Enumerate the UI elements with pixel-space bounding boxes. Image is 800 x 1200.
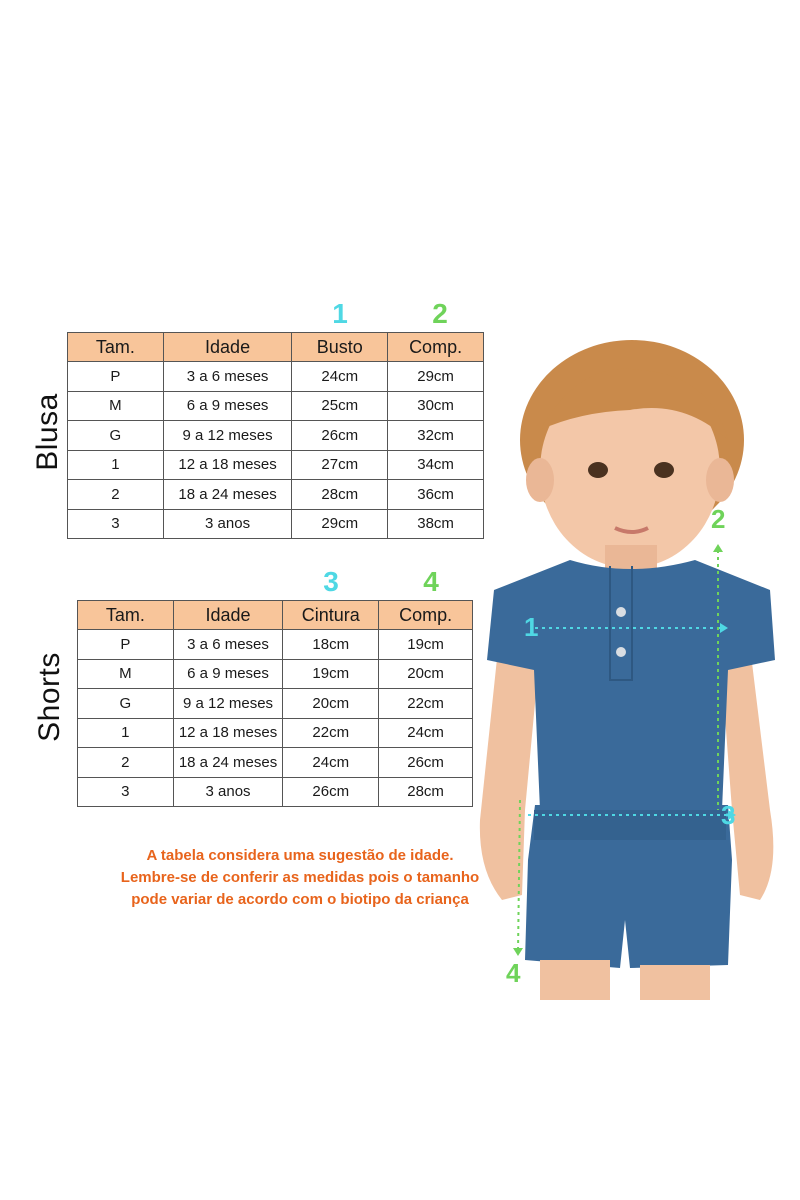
measure-label-1: 1 bbox=[524, 612, 539, 642]
cintura-measure-number: 3 bbox=[323, 566, 339, 597]
table-row bbox=[68, 450, 484, 480]
header-comp: Comp. bbox=[379, 601, 473, 630]
table-row bbox=[68, 421, 484, 451]
cell-idade: 12 a 18 meses bbox=[173, 718, 283, 748]
cell-comp: 26cm bbox=[379, 748, 473, 778]
cell-comp: 30cm bbox=[388, 391, 484, 421]
shorts-side-label: Shorts bbox=[33, 652, 66, 742]
cell-tam: 3 bbox=[78, 777, 174, 807]
cell-measure: 19cm bbox=[283, 659, 379, 689]
cell-comp: 29cm bbox=[388, 362, 484, 392]
cell-comp: 36cm bbox=[388, 480, 484, 510]
measure-label-2: 2 bbox=[711, 504, 726, 534]
size-note bbox=[80, 845, 520, 911]
header-idade: Idade bbox=[163, 333, 292, 362]
cell-measure: 26cm bbox=[292, 421, 388, 451]
cell-measure: 20cm bbox=[283, 689, 379, 719]
cell-measure: 29cm bbox=[292, 509, 388, 539]
table-header-row bbox=[68, 333, 484, 362]
table-row bbox=[78, 689, 473, 719]
left-eye bbox=[588, 462, 608, 478]
note-line-3: pode variar de acordo com o biotipo da criança bbox=[131, 891, 469, 908]
busto-measure-number: 1 bbox=[332, 298, 348, 329]
shorts-comp-measure-number: 4 bbox=[423, 566, 439, 597]
cell-idade: 3 a 6 meses bbox=[163, 362, 292, 392]
cell-comp: 22cm bbox=[379, 689, 473, 719]
shorts-size-table bbox=[77, 600, 473, 807]
table-row bbox=[78, 630, 473, 660]
cell-tam: 1 bbox=[78, 718, 174, 748]
header-tam: Tam. bbox=[68, 333, 164, 362]
table-header-row bbox=[78, 601, 473, 630]
cell-comp: 38cm bbox=[388, 509, 484, 539]
cell-tam: G bbox=[68, 421, 164, 451]
table-row bbox=[68, 391, 484, 421]
cell-tam: M bbox=[78, 659, 174, 689]
table-row bbox=[68, 509, 484, 539]
blusa-side-label: Blusa bbox=[31, 393, 64, 471]
table-row bbox=[78, 777, 473, 807]
note-line-2: Lembre-se de conferir as medidas pois o tamanho bbox=[120, 869, 480, 886]
cell-tam: G bbox=[78, 689, 174, 719]
cell-comp: 32cm bbox=[388, 421, 484, 451]
table-row bbox=[68, 480, 484, 510]
cell-idade: 6 a 9 meses bbox=[163, 391, 292, 421]
cell-comp: 24cm bbox=[379, 718, 473, 748]
cell-idade: 3 anos bbox=[163, 509, 292, 539]
header-idade: Idade bbox=[173, 601, 283, 630]
cell-comp: 34cm bbox=[388, 450, 484, 480]
blusa-comp-measure-number: 2 bbox=[432, 298, 448, 329]
header-tam: Tam. bbox=[78, 601, 174, 630]
cell-idade: 9 a 12 meses bbox=[173, 689, 283, 719]
cell-comp: 20cm bbox=[379, 659, 473, 689]
cell-idade: 3 anos bbox=[173, 777, 283, 807]
cell-idade: 18 a 24 meses bbox=[173, 748, 283, 778]
header-busto: Busto bbox=[292, 333, 388, 362]
cell-comp: 28cm bbox=[379, 777, 473, 807]
note-line-1: A tabela considera uma sugestão de idade. bbox=[146, 847, 454, 864]
cell-measure: 27cm bbox=[292, 450, 388, 480]
cell-idade: 6 a 9 meses bbox=[173, 659, 283, 689]
cell-tam: 1 bbox=[68, 450, 164, 480]
measure-label-3: 3 bbox=[721, 800, 736, 830]
table-row bbox=[78, 748, 473, 778]
right-eye bbox=[654, 462, 674, 478]
cell-tam: 2 bbox=[78, 748, 174, 778]
cell-measure: 25cm bbox=[292, 391, 388, 421]
cell-comp: 19cm bbox=[379, 630, 473, 660]
cell-measure: 24cm bbox=[292, 362, 388, 392]
table-row bbox=[78, 659, 473, 689]
cell-idade: 3 a 6 meses bbox=[173, 630, 283, 660]
cell-tam: M bbox=[68, 391, 164, 421]
cell-tam: P bbox=[68, 362, 164, 392]
measure-label-4: 4 bbox=[506, 958, 521, 988]
table-row bbox=[78, 718, 473, 748]
cell-idade: 18 a 24 meses bbox=[163, 480, 292, 510]
cell-measure: 22cm bbox=[283, 718, 379, 748]
cell-tam: 2 bbox=[68, 480, 164, 510]
cell-measure: 26cm bbox=[283, 777, 379, 807]
cell-idade: 12 a 18 meses bbox=[163, 450, 292, 480]
cell-tam: P bbox=[78, 630, 174, 660]
cell-measure: 28cm bbox=[292, 480, 388, 510]
blusa-size-table bbox=[67, 332, 484, 539]
header-comp: Comp. bbox=[388, 333, 484, 362]
cell-measure: 24cm bbox=[283, 748, 379, 778]
cell-tam: 3 bbox=[68, 509, 164, 539]
child-outfit-illustration bbox=[470, 340, 790, 1000]
header-cintura: Cintura bbox=[283, 601, 379, 630]
cell-measure: 18cm bbox=[283, 630, 379, 660]
table-row bbox=[68, 362, 484, 392]
cell-idade: 9 a 12 meses bbox=[163, 421, 292, 451]
